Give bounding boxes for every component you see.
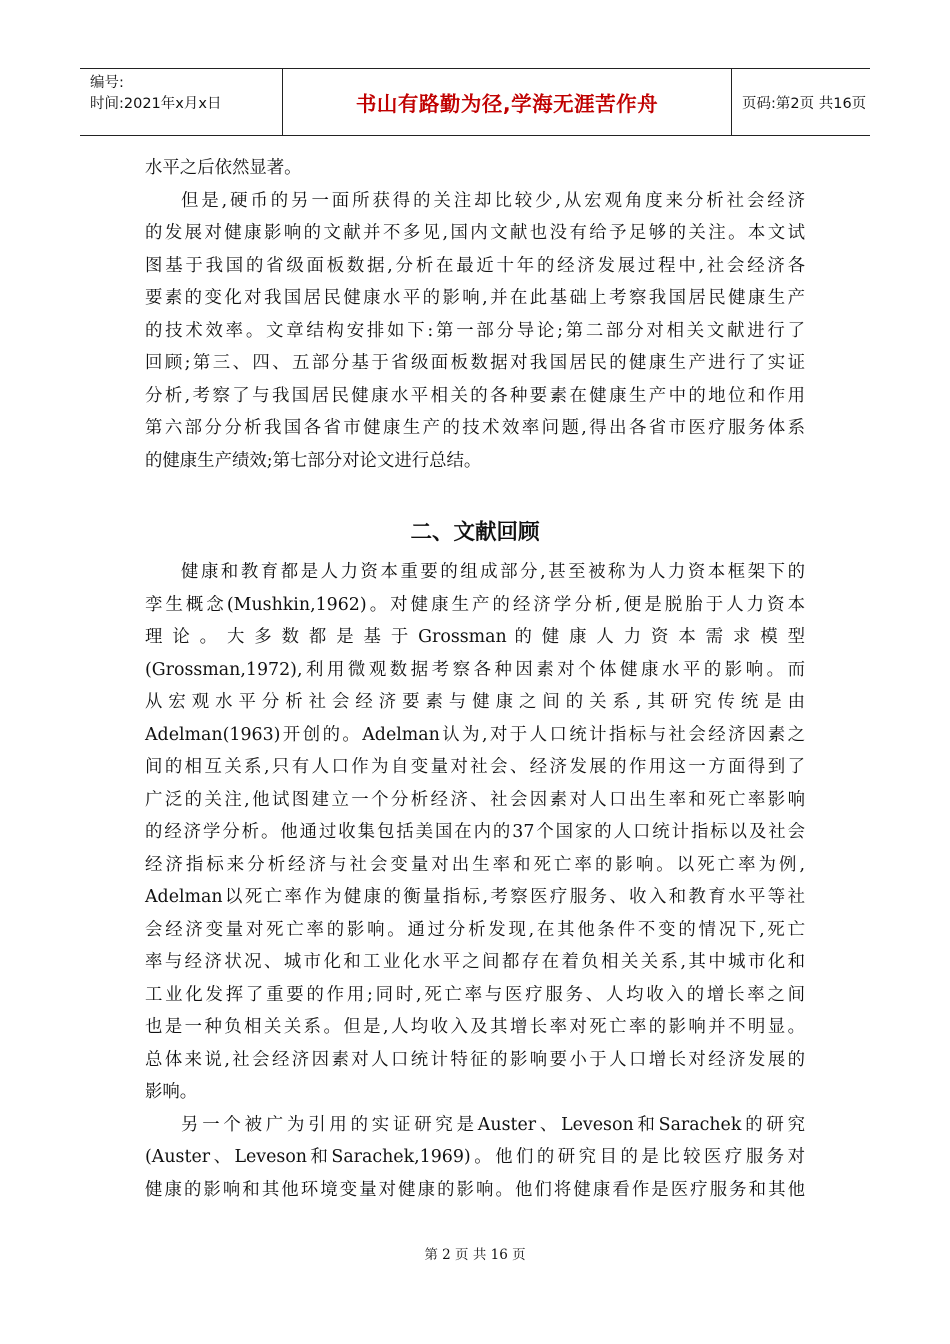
paragraph-line: 分析,考察了与我国居民健康水平相关的各种要素在健康生产中的地位和作用 (145, 385, 805, 406)
paragraph-line: 总体来说,社会经济因素对人口统计特征的影响要小于人口增长对经济发展的 (145, 1049, 805, 1070)
paragraph-line: 会经济变量对死亡率的影响。通过分析发现,在其他条件不变的情况下,死亡 (145, 919, 805, 940)
paragraph-line: 率与经济状况、城市化和工业化水平之间都存在着负相关关系,其中城市化和 (145, 952, 805, 972)
header-page-info (732, 69, 870, 135)
section1-body (145, 152, 805, 477)
paragraph-line: (Grossman,1972),利用微观数据考察各种因素对个体健康水平的影响。而 (145, 659, 805, 680)
paragraph-line: 的经济学分析。他通过收集包括美国在内的37个国家的人口统计指标以及社会 (145, 822, 805, 842)
paragraph-line: (Auster、Leveson和Sarachek,1969)。他们的研究目的是比较医疗服务对 (145, 1147, 805, 1167)
header-motto-cell (282, 69, 732, 135)
page-footer: 第 2 页 共 16 页 (424, 1247, 526, 1263)
paragraph-line: 但是,硬币的另一面所获得的关注却比较少,从宏观角度来分析社会经济 (181, 190, 805, 211)
motto-text: 书山有路勤为径,学海无涯苦作舟 (355, 92, 659, 116)
paragraph-line: 工业化发挥了重要的作用;同时,死亡率与医疗服务、人均收入的增长率之间 (145, 984, 805, 1005)
paragraph-line: 第六部分分析我国各省市健康生产的技术效率问题,得出各省市医疗服务体系 (145, 418, 805, 438)
paragraph-line: 要素的变化对我国居民健康水平的影响,并在此基础上考察我国居民健康生产 (145, 288, 805, 308)
paragraph-line: 经济指标来分析经济与社会变量对出生率和死亡率的影响。以死亡率为例, (145, 854, 805, 875)
paragraph-line: 影响。 (145, 1082, 198, 1102)
paragraph-line: 广泛的关注,他试图建立一个分析经济、社会因素对人口出生率和死亡率影响 (145, 789, 805, 810)
paragraph-line: 从宏观水平分析社会经济要素与健康之间的关系,其研究传统是由 (145, 692, 805, 712)
paragraph-line: 的技术效率。文章结构安排如下:第一部分导论;第二部分对相关文献进行了 (145, 320, 805, 341)
number-label: 编号: (90, 75, 124, 91)
header-meta (80, 69, 282, 135)
paragraph-line: 健康的影响和其他环境变量对健康的影响。他们将健康看作是医疗服务和其他 (145, 1179, 805, 1200)
paragraph-line: 健康和教育都是人力资本重要的组成部分,甚至被称为人力资本框架下的 (181, 562, 805, 582)
paragraph-line: Adelman(1963)开创的。Adelman认为,对于人口统计指标与社会经济因素之 (145, 724, 805, 745)
paragraph-line: 的发展对健康影响的文献并不多见,国内文献也没有给予足够的关注。本文试 (145, 223, 805, 243)
section-heading: 二、文献回顾 (410, 520, 540, 545)
paragraph-line: 的健康生产绩效;第七部分对论文进行总结。 (145, 450, 482, 471)
paragraph-line: 间的相互关系,只有人口作为自变量对社会、经济发展的作用这一方面得到了 (145, 757, 805, 777)
paragraph-line: 回顾;第三、四、五部分基于省级面板数据对我国居民的健康生产进行了实证 (145, 353, 805, 373)
paragraph-line: 另一个被广为引用的实证研究是Auster、Leveson和Sarachek的研究 (181, 1114, 805, 1135)
time-label: 时间:2021年x月x日 (90, 96, 222, 112)
paragraph-line: Adelman以死亡率作为健康的衡量指标,考察医疗服务、收入和教育水平等社 (145, 887, 805, 907)
paragraph-line: 也是一种负相关关系。但是,人均收入及其增长率对死亡率的影响并不明显。 (145, 1017, 805, 1037)
page-info-text: 页码:第2页 共16页 (742, 95, 867, 112)
paragraph-line: 理 论 。 大 多 数 都 是 基 于 Grossman 的 健 康 人 力 资 本 需 求 模 型 (145, 627, 805, 647)
paragraph-line: 图基于我国的省级面板数据,分析在最近十年的经济发展过程中,社会经济各 (145, 255, 805, 276)
paragraph-line: 水平之后依然显著。 (145, 158, 302, 178)
section2-body (145, 556, 805, 1206)
page-header (80, 68, 870, 136)
paragraph-line: 孪生概念(Mushkin,1962)。对健康生产的经济学分析,便是脱胎于人力资本 (145, 594, 805, 615)
